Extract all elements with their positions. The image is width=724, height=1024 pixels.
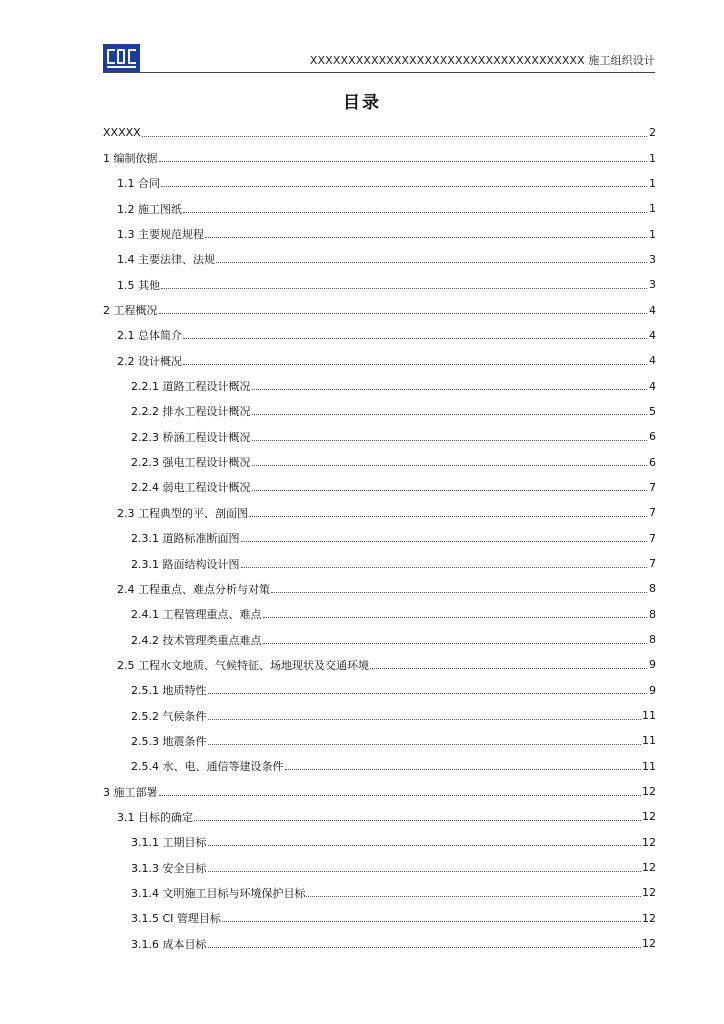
toc-entry-label: 1.3 主要规范规程 xyxy=(117,228,204,242)
toc-entry-label: 2.2.1 道路工程设计概况 xyxy=(131,380,251,394)
toc-entry-label: 3.1.5 CI 管理目标 xyxy=(131,912,221,926)
toc-leader-dots xyxy=(208,733,642,745)
toc-entry-label: 3.1 目标的确定 xyxy=(117,810,193,824)
toc-leader-dots xyxy=(285,758,642,770)
toc-entry-label: XXXXX xyxy=(103,126,141,140)
toc-entry-label: 1.5 其他 xyxy=(117,278,160,292)
toc-entry-page: 3 xyxy=(649,278,656,292)
header-divider xyxy=(103,72,655,73)
toc-entry-label: 3.1.3 安全目标 xyxy=(131,861,207,875)
toc-leader-dots xyxy=(161,277,647,289)
running-header: XXXXXXXXXXXXXXXXXXXXXXXXXXXXXXXXXXXX 施工组织设计 xyxy=(309,54,655,67)
toc-entry-label: 2.5.3 地震条件 xyxy=(131,734,207,748)
toc-entry-label: 1.4 主要法律、法规 xyxy=(117,253,215,267)
toc-leader-dots xyxy=(183,201,647,213)
toc-entry[interactable] xyxy=(103,728,656,753)
toc-entry-label: 1 编制依据 xyxy=(103,152,158,166)
toc-entry-page: 6 xyxy=(649,455,656,469)
toc-entry-label: 2.4 工程重点、难点分析与对策 xyxy=(117,582,270,596)
toc-leader-dots xyxy=(205,226,647,238)
toc-entry-label: 3.1.4 文明施工目标与环境保护目标 xyxy=(131,886,306,900)
toc-entry-label: 2.3.1 路面结构设计图 xyxy=(131,557,240,571)
toc-leader-dots xyxy=(263,606,648,618)
toc-leader-dots xyxy=(241,556,648,568)
toc-leader-dots xyxy=(183,327,647,339)
toc-entry-label: 2.5.2 气候条件 xyxy=(131,709,207,723)
toc-entry-page: 1 xyxy=(649,176,656,190)
toc-entry-page: 12 xyxy=(642,810,656,824)
toc-leader-dots xyxy=(208,936,642,948)
toc-entry-label: 2 工程概况 xyxy=(103,304,158,318)
toc-leader-dots xyxy=(142,125,647,137)
toc-entry-page: 6 xyxy=(649,430,656,444)
toc-leader-dots xyxy=(194,809,641,821)
toc-entry[interactable] xyxy=(103,475,656,500)
toc-entry[interactable] xyxy=(103,399,656,424)
toc-entry[interactable] xyxy=(103,348,656,373)
toc-entry-page: 7 xyxy=(649,506,656,520)
toc-entry[interactable] xyxy=(103,855,656,880)
toc-entry-label: 2.4.1 工程管理重点、难点 xyxy=(131,608,262,622)
toc-entry-page: 1 xyxy=(649,202,656,216)
toc-leader-dots xyxy=(252,429,648,441)
toc-entry[interactable] xyxy=(103,221,656,246)
toc-entry[interactable] xyxy=(103,779,656,804)
toc-entry[interactable] xyxy=(103,906,656,931)
toc-entry-label: 2.2.3 强电工程设计概况 xyxy=(131,456,251,470)
toc-entry-page: 9 xyxy=(649,683,656,697)
toc-entry[interactable] xyxy=(103,526,656,551)
toc-entry-page: 1 xyxy=(649,227,656,241)
toc-entry-page: 12 xyxy=(642,785,656,799)
toc-entry-page: 9 xyxy=(649,658,656,672)
toc-entry[interactable] xyxy=(103,424,656,449)
toc-entry-label: 2.5.4 水、电、通信等建设条件 xyxy=(131,760,284,774)
toc-entry[interactable] xyxy=(103,247,656,272)
toc-entry-label: 1.2 施工图纸 xyxy=(117,202,182,216)
toc-leader-dots xyxy=(161,175,647,187)
toc-entry-page: 8 xyxy=(649,633,656,647)
toc-entry-label: 2.2.4 弱电工程设计概况 xyxy=(131,481,251,495)
toc-entry[interactable] xyxy=(103,804,656,829)
toc-entry-page: 1 xyxy=(649,151,656,165)
toc-entry-label: 2.3 工程典型的平、剖面图 xyxy=(117,506,248,520)
toc-entry-label: 2.2.3 桥涵工程设计概况 xyxy=(131,430,251,444)
toc-entry-page: 7 xyxy=(649,531,656,545)
toc-entry[interactable] xyxy=(103,272,656,297)
toc-entry-page: 12 xyxy=(642,835,656,849)
toc-leader-dots xyxy=(252,403,648,415)
toc-leader-dots xyxy=(208,834,642,846)
company-logo-icon xyxy=(103,44,140,72)
toc-entry-page: 7 xyxy=(649,480,656,494)
toc-entry[interactable] xyxy=(103,145,656,170)
toc-entry[interactable] xyxy=(103,500,656,525)
toc-entry-page: 4 xyxy=(649,328,656,342)
toc-entry[interactable] xyxy=(103,627,656,652)
toc-entry[interactable] xyxy=(103,652,656,677)
toc-entry-label: 3.1.6 成本目标 xyxy=(131,937,207,951)
toc-entry-page: 8 xyxy=(649,607,656,621)
toc-entry[interactable] xyxy=(103,171,656,196)
toc-entry[interactable] xyxy=(103,297,656,322)
toc-entry[interactable] xyxy=(103,120,656,145)
toc-entry[interactable] xyxy=(103,449,656,474)
toc-entry[interactable] xyxy=(103,830,656,855)
toc-leader-dots xyxy=(183,353,647,365)
table-of-contents xyxy=(103,120,656,956)
toc-leader-dots xyxy=(208,860,642,872)
toc-entry-page: 12 xyxy=(642,861,656,875)
toc-entry-page: 5 xyxy=(649,404,656,418)
toc-entry-label: 3 施工部署 xyxy=(103,785,158,799)
toc-leader-dots xyxy=(252,378,648,390)
toc-leader-dots xyxy=(159,784,642,796)
toc-entry-page: 4 xyxy=(649,379,656,393)
toc-entry-page: 3 xyxy=(649,252,656,266)
toc-leader-dots xyxy=(241,530,648,542)
toc-entry-page: 2 xyxy=(649,126,656,140)
toc-leader-dots xyxy=(271,581,647,593)
toc-leader-dots xyxy=(249,505,647,517)
toc-entry[interactable] xyxy=(103,373,656,398)
toc-entry-label: 2.5.1 地质特性 xyxy=(131,684,207,698)
toc-entry-page: 8 xyxy=(649,582,656,596)
toc-entry[interactable] xyxy=(103,678,656,703)
toc-leader-dots xyxy=(252,479,648,491)
toc-entry-page: 12 xyxy=(642,886,656,900)
toc-entry[interactable] xyxy=(103,551,656,576)
toc-entry[interactable] xyxy=(103,602,656,627)
toc-entry-label: 2.2 设计概况 xyxy=(117,354,182,368)
toc-entry[interactable] xyxy=(103,323,656,348)
toc-entry-page: 11 xyxy=(642,734,656,748)
toc-leader-dots xyxy=(222,910,641,922)
toc-entry[interactable] xyxy=(103,880,656,905)
page-title: 目录 xyxy=(343,93,381,113)
toc-entry[interactable] xyxy=(103,931,656,956)
toc-leader-dots xyxy=(208,708,642,720)
toc-entry-label: 1.1 合同 xyxy=(117,177,160,191)
toc-leader-dots xyxy=(159,302,648,314)
toc-entry-label: 2.3.1 道路标准断面图 xyxy=(131,532,240,546)
toc-entry[interactable] xyxy=(103,576,656,601)
toc-entry-page: 12 xyxy=(642,937,656,951)
toc-leader-dots xyxy=(216,251,647,263)
toc-entry-label: 3.1.1 工期目标 xyxy=(131,836,207,850)
toc-entry[interactable] xyxy=(103,703,656,728)
toc-entry-page: 12 xyxy=(642,911,656,925)
toc-entry[interactable] xyxy=(103,196,656,221)
toc-entry[interactable] xyxy=(103,754,656,779)
toc-entry-label: 2.5 工程水文地质、气候特征、场地现状及交通环境 xyxy=(117,658,369,672)
toc-entry-page: 4 xyxy=(649,354,656,368)
toc-entry-page: 11 xyxy=(642,759,656,773)
toc-entry-page: 11 xyxy=(642,709,656,723)
toc-leader-dots xyxy=(208,682,648,694)
toc-entry-label: 2.2.2 排水工程设计概况 xyxy=(131,405,251,419)
toc-leader-dots xyxy=(306,885,641,897)
toc-leader-dots xyxy=(370,657,647,669)
toc-leader-dots xyxy=(252,454,648,466)
toc-leader-dots xyxy=(263,632,648,644)
toc-entry-page: 4 xyxy=(649,303,656,317)
toc-leader-dots xyxy=(159,150,648,162)
toc-entry-label: 2.4.2 技术管理类重点难点 xyxy=(131,633,262,647)
toc-entry-page: 7 xyxy=(649,557,656,571)
toc-entry-label: 2.1 总体简介 xyxy=(117,329,182,343)
